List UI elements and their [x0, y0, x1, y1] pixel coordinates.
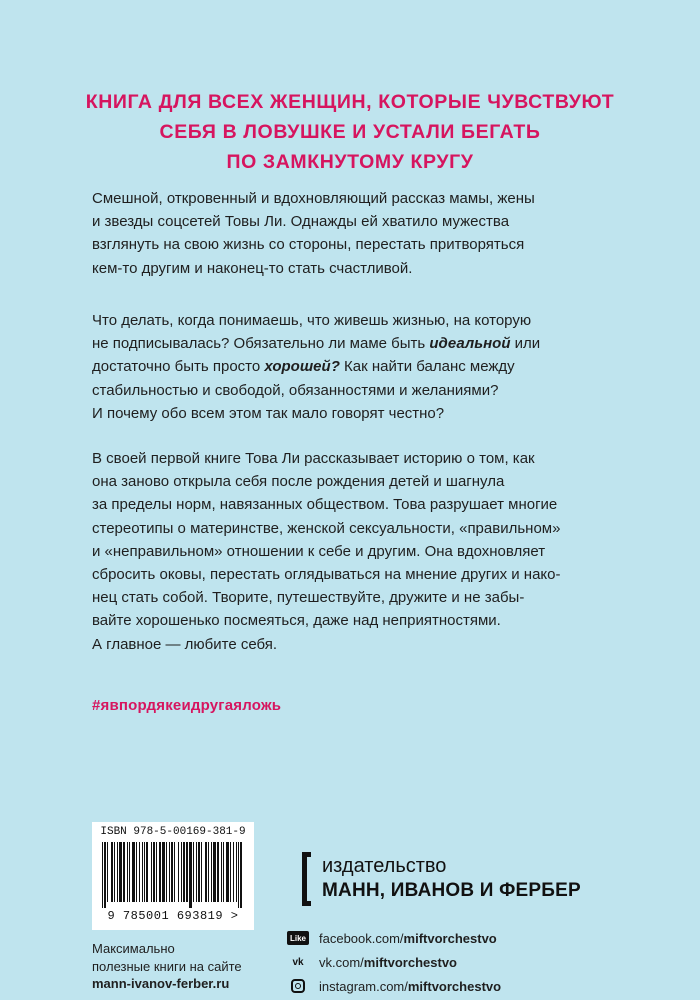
barcode-bar	[211, 842, 212, 902]
barcode-bar	[189, 842, 192, 908]
social-prefix: vk.com/	[319, 954, 364, 970]
barcode-bar	[119, 842, 122, 902]
barcode-bar	[181, 842, 182, 902]
paragraph-line: стереотипы о материнстве, женской сексуальности, «правильном»	[92, 519, 561, 537]
isbn-number: ISBN 978-5-00169-381-9	[100, 826, 246, 838]
barcode-bars	[100, 842, 246, 908]
back-cover-headline	[60, 87, 640, 177]
barcode-bar	[217, 842, 219, 902]
barcode-bar	[166, 842, 167, 902]
vk-icon: vk	[292, 956, 304, 968]
paragraph-line: сбросить оковы, перестать оглядываться на мнение других и нако-	[92, 566, 561, 584]
hashtag: #явпордякеидругаяложь	[92, 697, 282, 714]
paragraph-line: и звезды соцсетей Товы Ли. Однажды ей хватило мужества	[92, 213, 510, 231]
paragraph-line: взглянуть на свою жизнь со стороны, перестать притворяться	[92, 236, 525, 254]
barcode-bar	[183, 842, 185, 902]
barcode-bar	[226, 842, 229, 902]
paragraph-line: и «неправильном» отношении к себе и другим. Она вдохновляет	[92, 542, 546, 560]
barcode-bar	[151, 842, 152, 902]
barcode-bar	[223, 842, 224, 902]
headline-line: ПО ЗАМКНУТОМУ КРУГУ	[226, 151, 474, 173]
barcode-bar	[156, 842, 157, 902]
barcode-bar	[201, 842, 202, 902]
social-link-vk	[287, 950, 501, 974]
barcode-bar	[171, 842, 173, 902]
barcode-bar	[213, 842, 216, 902]
paragraph-line: Что делать, когда понимаешь, что живешь жизнью, на которую	[92, 312, 532, 329]
social-link-facebook	[287, 926, 501, 950]
website-url: mann-ivanov-ferber.ru	[92, 976, 230, 991]
paragraph-line: вайте хорошенько посмеяться, даже над неприятностями.	[92, 612, 501, 630]
barcode-bar	[240, 842, 242, 908]
barcode-bar	[132, 842, 135, 902]
barcode-bar	[238, 842, 239, 908]
publisher-label: издательство	[322, 855, 447, 877]
barcode-bar	[153, 842, 155, 902]
text-run: Как найти баланс между	[339, 358, 515, 376]
isbn-barcode	[92, 822, 254, 930]
barcode-bar	[174, 842, 175, 902]
barcode-bar	[230, 842, 231, 902]
social-handle: miftvorchestvo	[403, 930, 497, 946]
paragraph-line: она заново открыла себя после рождения детей и шагнула	[92, 473, 505, 491]
website-note	[92, 940, 242, 993]
description-paragraph-1	[92, 187, 612, 280]
emphasis-ideal: идеальной	[429, 335, 511, 353]
publisher-logo	[302, 852, 602, 912]
social-prefix: instagram.com/	[319, 978, 408, 994]
social-links	[287, 926, 501, 998]
barcode-bar	[129, 842, 130, 902]
paragraph-line: за пределы норм, навязанных обществом. Това разрушает многие	[92, 496, 558, 514]
paragraph-line: кем-то другим и наконец-то стать счастливой.	[92, 259, 413, 277]
instagram-icon	[291, 979, 305, 993]
barcode-bar	[178, 842, 179, 902]
barcode-bar	[162, 842, 165, 902]
social-link-instagram	[287, 974, 501, 998]
paragraph-line: стабильностью и свободой, обязанностями и желаниями?	[92, 381, 499, 399]
barcode-bar	[196, 842, 197, 902]
paragraph-line	[92, 355, 612, 378]
barcode-digits: 9 785001 693819 >	[107, 909, 239, 923]
text-run: или	[510, 335, 541, 353]
paragraph-line	[92, 332, 612, 355]
barcode-bar	[186, 842, 188, 902]
barcode-bar	[169, 842, 170, 902]
barcode-bar	[139, 842, 140, 902]
paragraph-line: А главное — любите себя.	[92, 635, 278, 653]
barcode-bar	[114, 842, 115, 902]
barcode-bar	[117, 842, 118, 902]
barcode-bar	[107, 842, 108, 902]
barcode-bar	[146, 842, 148, 902]
emphasis-good: хорошей?	[264, 358, 340, 376]
barcode-bar	[111, 842, 113, 902]
paragraph-line: В своей первой книге Това Ли рассказывает историю о том, как	[92, 450, 535, 467]
barcode-bar	[123, 842, 125, 902]
barcode-bar	[136, 842, 137, 902]
barcode-bar	[205, 842, 207, 902]
barcode-bar	[142, 842, 143, 902]
description-paragraph-3	[92, 447, 612, 656]
text-run: достаточно быть просто	[92, 358, 265, 376]
barcode-bar	[221, 842, 222, 902]
barcode-bar	[127, 842, 128, 902]
website-note-line: Максимально	[92, 941, 175, 956]
social-handle: miftvorchestvo	[363, 954, 457, 970]
headline-line: КНИГА ДЛЯ ВСЕХ ЖЕНЩИН, КОТОРЫЕ ЧУВСТВУЮТ	[85, 91, 615, 113]
publisher-name: МАНН, ИВАНОВ И ФЕРБЕР	[322, 880, 581, 901]
barcode-bar	[193, 842, 194, 902]
barcode-bar	[236, 842, 237, 902]
headline-line: СЕБЯ В ЛОВУШКЕ И УСТАЛИ БЕГАТЬ	[159, 121, 541, 143]
social-prefix: facebook.com/	[319, 930, 404, 946]
paragraph-line: И почему обо всем этом так мало говорят честно?	[92, 404, 445, 422]
social-handle: miftvorchestvo	[407, 978, 502, 994]
barcode-bar	[144, 842, 145, 902]
like-icon: Like	[287, 931, 309, 945]
barcode-bar	[102, 842, 103, 908]
website-note-line: полезные книги на сайте	[92, 958, 242, 974]
barcode-bar	[159, 842, 161, 902]
barcode-bar	[208, 842, 209, 902]
barcode-bar	[233, 842, 234, 902]
barcode-bar	[104, 842, 106, 908]
barcode-bar	[198, 842, 200, 902]
bracket-logo-icon	[302, 852, 311, 906]
text-run: не подписывалась? Обязательно ли маме быть	[92, 335, 430, 353]
description-paragraph-2	[92, 309, 612, 425]
paragraph-line: Смешной, откровенный и вдохновляющий рассказ мамы, жены	[92, 190, 535, 207]
paragraph-line: нец стать собой. Творите, путешествуйте, дружите и не забы-	[92, 589, 525, 607]
